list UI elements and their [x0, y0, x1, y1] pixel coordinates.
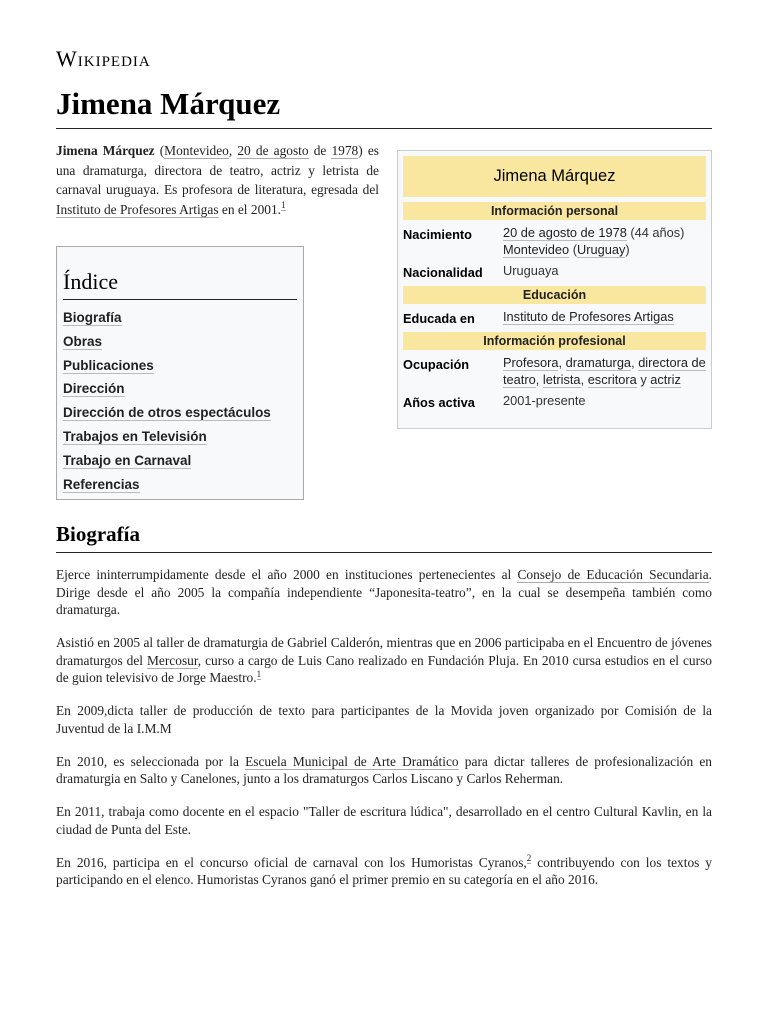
infobox	[397, 150, 712, 429]
link-montevideo[interactable]: Montevideo	[503, 242, 570, 257]
infobox-text: )	[625, 242, 630, 257]
toc-item-carnaval[interactable]	[63, 449, 297, 473]
infobox-label: Educada en	[403, 311, 475, 326]
paragraph-text: En 2016, participa en el concurso oficial de carnaval con los Humoristas Cyranos,	[56, 854, 527, 870]
table-of-contents	[56, 246, 304, 500]
lead-paragraph	[56, 141, 379, 219]
toc-item-biografia[interactable]	[63, 306, 297, 330]
infobox-label: Nacionalidad	[403, 265, 483, 280]
infobox-row-nationality	[403, 262, 706, 281]
link-montevideo[interactable]: Montevideo	[164, 143, 229, 158]
link-institute[interactable]: Instituto de Profesores Artigas	[56, 201, 219, 217]
separator: ,	[558, 355, 566, 370]
link-birth-year[interactable]: 1978	[331, 143, 359, 158]
toc-item-publicaciones[interactable]	[63, 354, 297, 378]
link-institute[interactable]: Instituto de Profesores Artigas	[503, 309, 674, 324]
toc-item-label[interactable]: Obras	[63, 333, 103, 349]
separator: ,	[580, 372, 588, 387]
separator: ,	[535, 372, 543, 387]
toc-title: Índice	[63, 269, 297, 300]
infobox-section-education: Educación	[403, 286, 706, 304]
lead-text: de	[308, 143, 332, 158]
link-profesora[interactable]: Profesora	[503, 355, 559, 370]
paragraph-text: para dictar talleres de profesionalización en dramaturgia en Salto y Canelones, junto a los dramaturgos Carlos Liscano y Carlos Reherman.	[56, 753, 713, 786]
link-birth-date[interactable]: 20 de agosto	[237, 143, 309, 158]
toc-item-direccion-otros[interactable]	[63, 401, 297, 425]
paragraph-text: Ejerce ininterrumpidamente desde el año 2000 en instituciones pertenecientes al	[56, 567, 518, 582]
separator: ,	[631, 355, 639, 370]
paragraph-text: Asistió en 2005 al taller de dramaturgia de Gabriel Calderón, mientras que en 2006 participaba en el Encuentro de jóvenes dramaturgos del	[56, 635, 712, 668]
toc-item-label[interactable]: Dirección	[63, 381, 125, 397]
toc-item-label[interactable]: Biografía	[63, 310, 122, 325]
toc-item-television[interactable]	[63, 425, 297, 449]
paragraph	[56, 634, 712, 687]
lead-text: en el 2001.	[218, 201, 282, 217]
reference-link[interactable]: 2	[526, 853, 532, 864]
infobox-section-professional: Información profesional	[403, 332, 706, 350]
toc-item-label[interactable]: Publicaciones	[63, 357, 154, 373]
infobox-section-personal: Información personal	[403, 202, 706, 220]
link-dramaturga[interactable]: dramaturga	[565, 355, 632, 370]
link-actriz[interactable]: actriz	[650, 372, 681, 387]
infobox-value: Uruguaya	[503, 263, 559, 278]
toc-item-label[interactable]: Referencias	[63, 476, 140, 492]
lead-text: (	[154, 143, 165, 158]
toc-item-direccion[interactable]	[63, 377, 297, 401]
wikipedia-wordmark[interactable]: Wikipedia	[56, 46, 151, 71]
lead-text: ,	[228, 143, 238, 158]
paragraph-text: En 2010, es seleccionada por la	[56, 753, 246, 769]
link-escritora[interactable]: escritora	[587, 372, 637, 387]
infobox-label: Ocupación	[403, 357, 470, 372]
link-uruguay[interactable]: Uruguay	[577, 242, 626, 257]
paragraph-text: . Dirige desde el año 2005 la compañía independiente “Japonesita-teatro”, en la cual se desempeña también como dramaturga.	[56, 567, 712, 617]
paragraph-text: contribuyendo con los textos y participando en el elenco. Humoristas Cyranos ganó el primer premio en su categoría en el año 2016.	[56, 854, 712, 887]
paragraph: En 2009,dicta taller de producción de texto para participantes de la Movida joven organizado por Comisión de la Juventud de la I.M.M	[56, 703, 712, 736]
reference-link[interactable]: 1	[256, 668, 262, 679]
paragraph	[56, 753, 712, 788]
toc-item-label[interactable]: Dirección de otros espectáculos	[63, 405, 271, 421]
infobox-text: (44 años)	[626, 225, 685, 240]
paragraph	[56, 566, 712, 619]
infobox-text: (	[569, 242, 577, 257]
section-body	[56, 566, 712, 904]
link-letrista[interactable]: letrista	[542, 372, 581, 387]
infobox-value-occupation	[503, 354, 706, 388]
lead-text: ) es una dramaturga, directora de teatro, actriz y letrista de carnaval uruguaya. Es profesora de literatura, egresada del	[56, 143, 379, 197]
infobox-title: Jimena Márquez	[403, 156, 706, 197]
link-escuela-municipal[interactable]: Escuela Municipal de Arte Dramático	[245, 753, 459, 769]
paragraph	[56, 854, 712, 889]
toc-item-label[interactable]: Trabajo en Carnaval	[63, 452, 192, 468]
link-birth-date[interactable]: 20 de agosto de 1978	[503, 225, 627, 240]
toc-item-obras[interactable]	[63, 330, 297, 354]
separator: y	[636, 372, 651, 387]
toc-item-referencias[interactable]	[63, 473, 297, 497]
toc-list	[63, 306, 297, 496]
subject-name: Jimena Márquez	[56, 143, 155, 158]
toc-item-label[interactable]: Trabajos en Televisión	[63, 428, 207, 444]
infobox-value-birth	[503, 224, 706, 258]
reference-link[interactable]: 1	[281, 200, 286, 211]
link-consejo-educacion[interactable]: Consejo de Educación Secundaria	[517, 567, 709, 582]
infobox-row-educated	[403, 308, 706, 327]
infobox-label: Años activa	[403, 395, 475, 410]
paragraph-text: , curso a cargo de Luis Cano realizado en Fundación Pluja. En 2010 cursa estudios en el curso de guion televisivo de Jorge Maestro.	[56, 652, 712, 685]
paragraph: En 2011, trabaja como docente en el espacio "Taller de escritura lúdica", desarrollado en el centro Cultural Kavlin, en la ciudad de Punta del Este.	[56, 804, 712, 837]
infobox-value: 2001-presente	[503, 393, 586, 408]
link-mercosur[interactable]: Mercosur	[147, 652, 198, 668]
infobox-value	[503, 308, 706, 327]
infobox-row-birth	[403, 224, 706, 258]
infobox-row-occupation	[403, 354, 706, 388]
infobox-label: Nacimiento	[403, 227, 472, 242]
infobox-row-years	[403, 392, 706, 411]
section-heading-biografia: Biografía	[56, 522, 712, 553]
page-title: Jimena Márquez	[56, 86, 712, 129]
link-directora[interactable]: directora de teatro	[503, 355, 706, 387]
